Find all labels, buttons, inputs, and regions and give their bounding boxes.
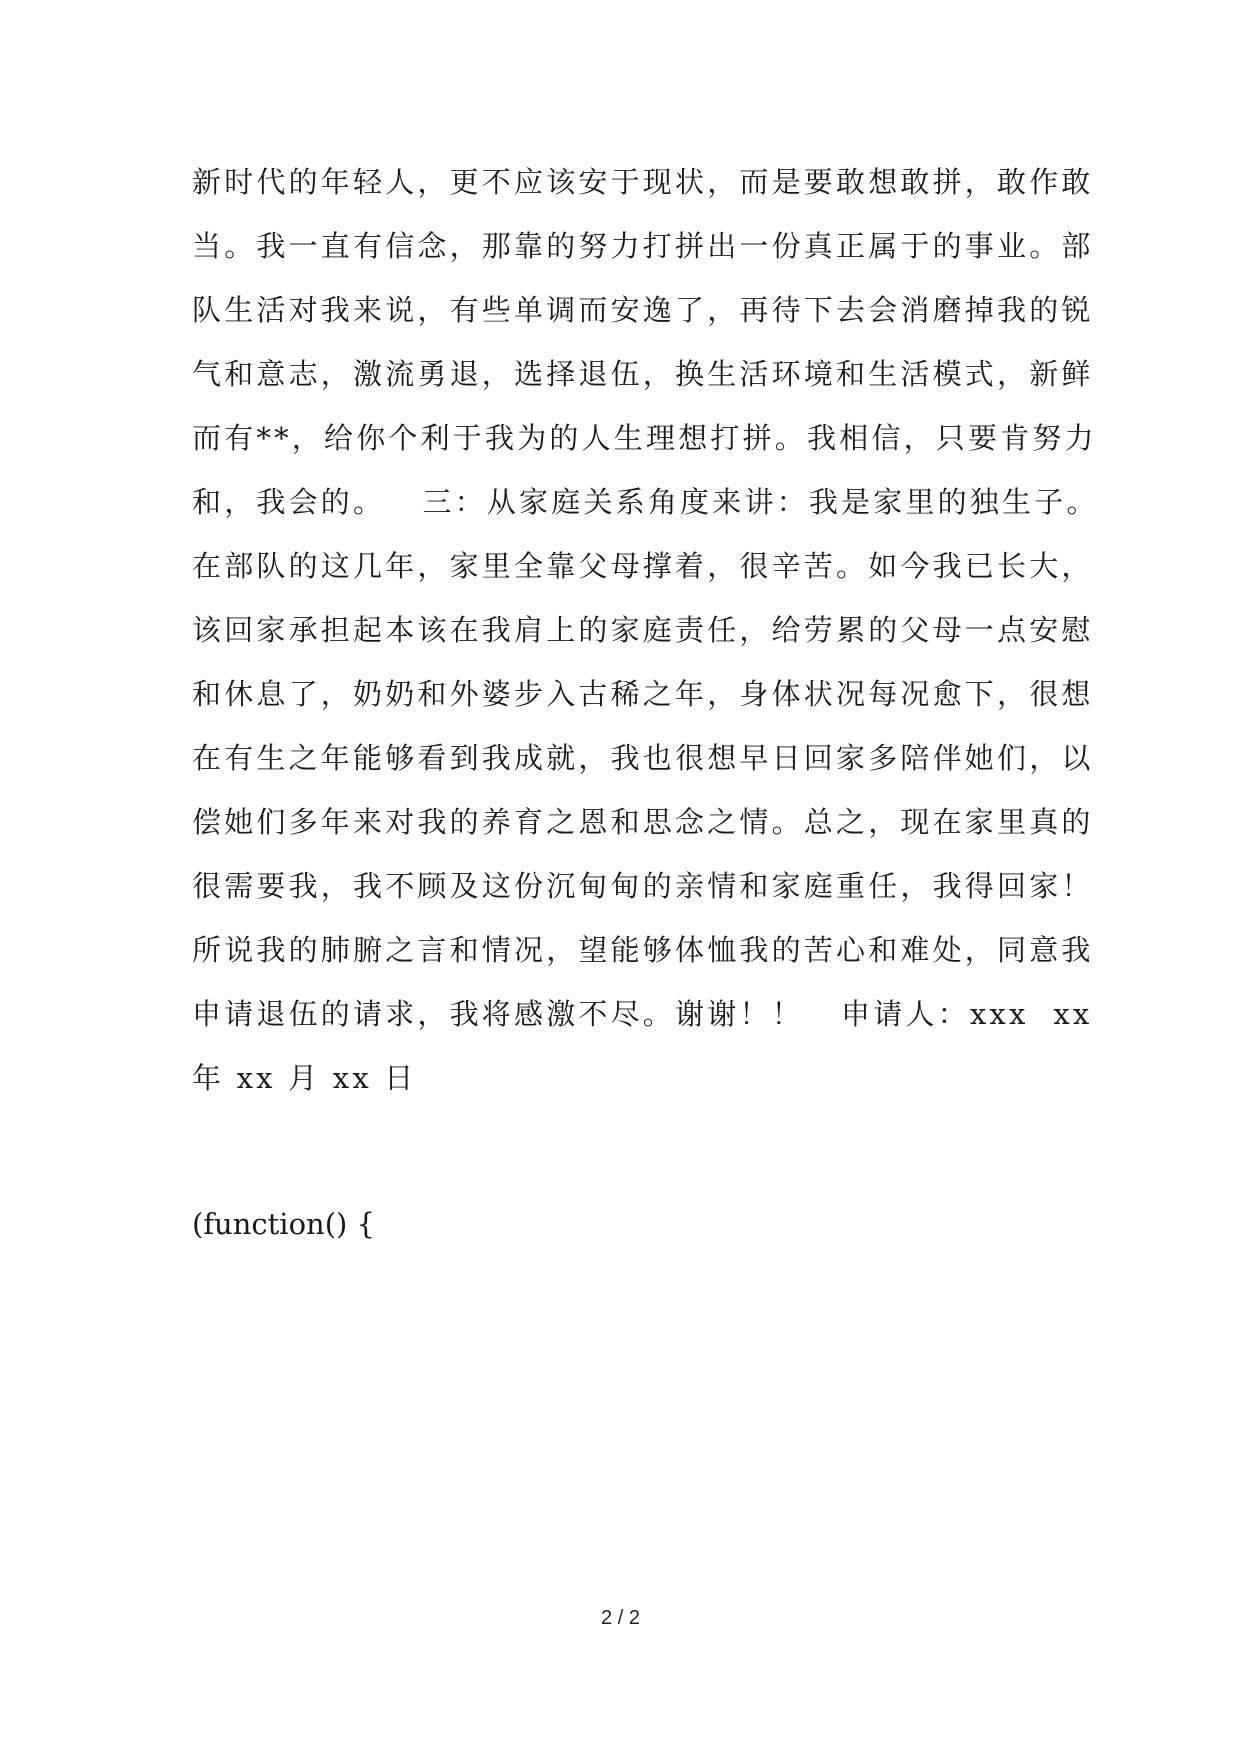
code-fragment: (function() { (192, 1207, 376, 1241)
body-text (192, 150, 1099, 1110)
text-line: 申请退伍的请求，我将感激不尽。谢谢！！ 申请人：xxx xx (192, 997, 1093, 1031)
text-line: 新时代的年轻人，更不应该安于现状，而是要敢想敢拼，敢作敢 (192, 165, 1094, 199)
text-line: 队生活对我来说，有些单调而安逸了，再待下去会消磨掉我的锐 (192, 293, 1094, 327)
text-line: 该回家承担起本该在我肩上的家庭责任，给劳累的父母一点安慰 (192, 613, 1094, 647)
text-line: 而有**，给你个利于我为的人生理想打拼。我相信，只要肯努力 (192, 421, 1097, 455)
text-line: 所说我的肺腑之言和情况，望能够体恤我的苦心和难处，同意我 (192, 933, 1094, 967)
text-line: 和，我会的。 三：从家庭关系角度来讲：我是家里的独生子。 (192, 485, 1099, 519)
text-line: 气和意志，激流勇退，选择退伍，换生活环境和生活模式，新鲜 (192, 357, 1094, 391)
text-line: 当。我一直有信念，那靠的努力打拼出一份真正属于的事业。部 (192, 229, 1094, 263)
text-line: 偿她们多年来对我的养育之恩和思念之情。总之，现在家里真的 (192, 805, 1094, 839)
text-line: 在部队的这几年，家里全靠父母撑着，很辛苦。如今我已长大， (192, 549, 1094, 583)
text-line: 很需要我，我不顾及这份沉甸甸的亲情和家庭重任，我得回家！ (192, 869, 1094, 903)
text-line: 和休息了，奶奶和外婆步入古稀之年，身体状况每况愈下，很想 (192, 677, 1094, 711)
page-number: 2 / 2 (601, 1607, 640, 1629)
text-line: 在有生之年能够看到我成就，我也很想早日回家多陪伴她们，以 (192, 741, 1094, 775)
text-line: 年 xx 月 xx 日 (192, 1061, 417, 1095)
